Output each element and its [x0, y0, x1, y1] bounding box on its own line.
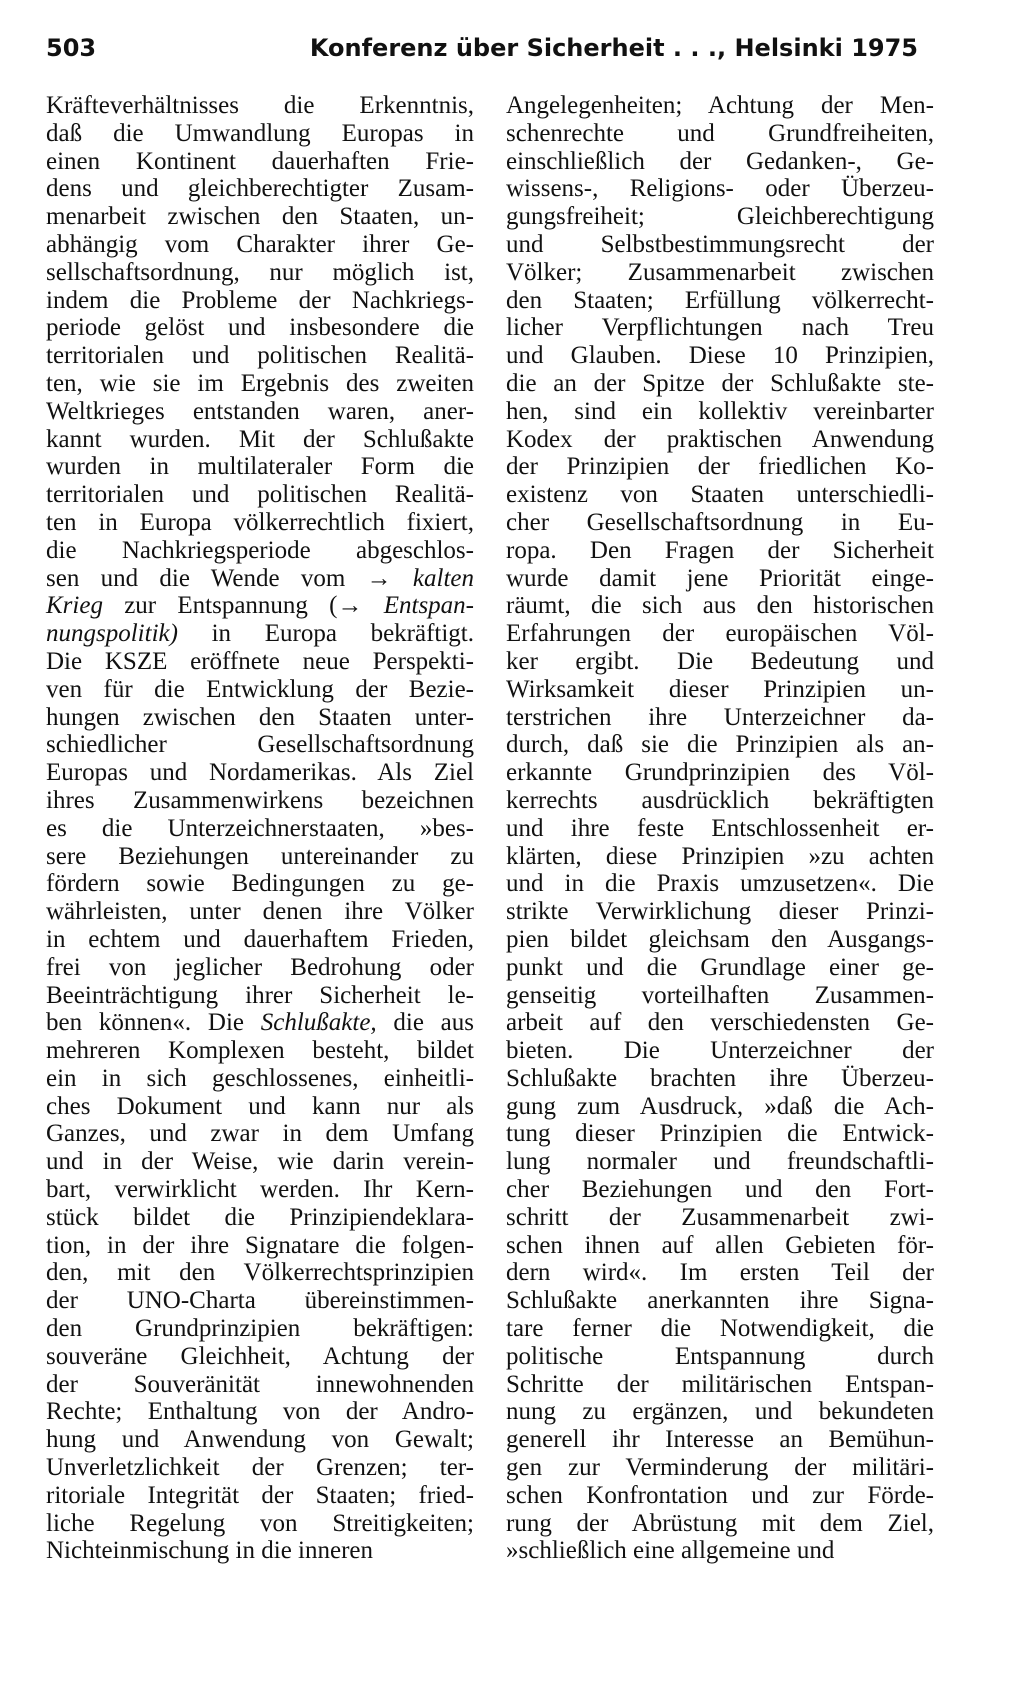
- text-line: [46, 620, 474, 648]
- line-text: und ihre feste Entschlossenheit er-: [506, 814, 934, 842]
- line-text: menarbeit zwischen den Staaten, un-: [46, 203, 474, 231]
- text-line: [506, 1510, 934, 1538]
- text-line: [46, 1204, 474, 1232]
- line-text: gung zum Ausdruck, »daß die Ach-: [506, 1092, 934, 1120]
- line-text: erkannte Grundprinzipien des Völ-: [506, 759, 934, 787]
- text-line: [506, 731, 934, 759]
- line-text: kerrechts ausdrücklich bekräftigten: [506, 786, 934, 814]
- line-text: Europas und Nordamerikas. Als Ziel: [46, 759, 474, 787]
- line-text: der Souveränität innewohnenden: [46, 1370, 474, 1398]
- line-text: gungsfreiheit; Gleichberechtigung: [506, 203, 934, 231]
- text-line: [506, 982, 934, 1010]
- text-line: [46, 287, 474, 315]
- text-line: [506, 565, 934, 593]
- text-line: [46, 314, 474, 342]
- line-text: Nichteinmischung in die inneren: [46, 1537, 374, 1565]
- text-line: [46, 1232, 474, 1260]
- text-line: [46, 954, 474, 982]
- text-line: [46, 1037, 474, 1065]
- line-text: durch, daß sie die Prinzipien als an-: [506, 731, 934, 759]
- line-text: wurden in multilateraler Form die: [46, 453, 474, 481]
- line-text: es die Unterzeichnerstaaten, »bes-: [46, 814, 474, 842]
- text-line: [506, 759, 934, 787]
- line-text: einschließlich der Gedanken-, Ge-: [506, 147, 934, 175]
- text-line: [506, 426, 934, 454]
- text-line: [506, 203, 934, 231]
- text-line: [506, 1482, 934, 1510]
- line-text: pien bildet gleichsam den Ausgangs-: [506, 925, 934, 953]
- line-text: fördern sowie Bedingungen zu ge-: [46, 870, 474, 898]
- text-line: [506, 704, 934, 732]
- line-text: Kräfteverhältnisses die Erkenntnis,: [46, 92, 474, 119]
- text-line: [46, 398, 474, 426]
- text-line: [506, 1037, 934, 1065]
- text-line: [506, 342, 934, 370]
- line-text: gen zur Verminderung der militäri-: [506, 1454, 934, 1482]
- text-line: [46, 92, 474, 120]
- line-text: genseitig vorteilhaften Zusammen-: [506, 981, 934, 1009]
- text-line: [506, 453, 934, 481]
- text-line: [506, 1009, 934, 1037]
- line-text: räumt, die sich aus den historischen: [506, 592, 934, 620]
- text-line: [46, 342, 474, 370]
- text-line: [46, 120, 474, 148]
- text-line: [506, 1204, 934, 1232]
- text-line: [46, 426, 474, 454]
- line-text: abhängig vom Charakter ihrer Ge-: [46, 230, 474, 258]
- line-text: Rechte; Enthaltung von der Andro-: [46, 1398, 474, 1426]
- line-text: Weltkrieges entstanden waren, aner-: [46, 397, 474, 425]
- text-line: [46, 815, 474, 843]
- text-line: [46, 1065, 474, 1093]
- text-line: [46, 843, 474, 871]
- line-text: liche Regelung von Streitigkeiten;: [46, 1509, 474, 1537]
- line-text: kannt wurden. Mit der Schlußakte: [46, 425, 474, 453]
- text-line: [46, 537, 474, 565]
- text-line: [506, 175, 934, 203]
- line-text: klärten, diese Prinzipien »zu achten: [506, 842, 934, 870]
- text-line: [46, 231, 474, 259]
- text-line: [506, 398, 934, 426]
- text-line: [506, 231, 934, 259]
- text-line: [46, 1315, 474, 1343]
- text-line: [46, 453, 474, 481]
- line-text: den Grundprinzipien bekräftigen:: [46, 1315, 474, 1343]
- line-text: tare ferner die Notwendigkeit, die: [506, 1315, 934, 1343]
- line-text: schen Konfrontation und zur Förde-: [506, 1481, 934, 1509]
- page-number: 503: [46, 34, 97, 62]
- text-line: [46, 1148, 474, 1176]
- line-text: währleisten, unter denen ihre Völker: [46, 898, 474, 926]
- text-line: [506, 1343, 934, 1371]
- line-text: stück bildet die Prinzipiendeklara-: [46, 1203, 474, 1231]
- text-line: [46, 1371, 474, 1399]
- line-text: Schlußakte brachten ihre Überzeu-: [506, 1064, 934, 1092]
- text-line: [506, 620, 934, 648]
- text-line: [506, 1093, 934, 1121]
- text-line: [506, 120, 934, 148]
- line-text: cher Beziehungen und den Fort-: [506, 1176, 934, 1204]
- line-text: territorialen und politischen Realitä-: [46, 342, 474, 370]
- line-text: ben können«. Die: [46, 1009, 244, 1037]
- text-line: [46, 1176, 474, 1204]
- text-line: [46, 787, 474, 815]
- text-line: [506, 287, 934, 315]
- text-line: [46, 1009, 474, 1037]
- line-text: schenrechte und Grundfreiheiten,: [506, 119, 934, 147]
- line-text: die Nachkriegsperiode abgeschlos-: [46, 536, 474, 564]
- text-line: [506, 1426, 934, 1454]
- text-line: [506, 1398, 934, 1426]
- text-line: [46, 704, 474, 732]
- text-line: [46, 982, 474, 1010]
- line-text: tion, in der ihre Signatare die folgen-: [46, 1231, 474, 1259]
- text-line: [46, 370, 474, 398]
- line-text: ten in Europa völkerrechtlich fixiert,: [46, 508, 474, 536]
- line-text: arbeit auf den verschiedensten Ge-: [506, 1009, 934, 1037]
- line-text: Völker; Zusammenarbeit zwischen: [506, 258, 934, 286]
- line-text: ritoriale Integrität der Staaten; fried-: [46, 1481, 474, 1509]
- text-line: [506, 815, 934, 843]
- line-text: schiedlicher Gesellschaftsordnung: [46, 731, 474, 759]
- text-line: [506, 1371, 934, 1399]
- text-line: [46, 1482, 474, 1510]
- text-line: [46, 676, 474, 704]
- text-line: [506, 1315, 934, 1343]
- line-text: und Selbstbestimmungsrecht der: [506, 230, 934, 258]
- line-text: die an der Spitze der Schlußakte ste-: [506, 369, 934, 397]
- line-text: ven für die Entwicklung der Bezie-: [46, 675, 474, 703]
- line-text: Beeinträchtigung ihrer Sicherheit le-: [46, 981, 474, 1009]
- text-line: [46, 1259, 474, 1287]
- text-line: [46, 1093, 474, 1121]
- text-line: [46, 870, 474, 898]
- line-text: Schritte der militärischen Entspan-: [506, 1370, 934, 1398]
- line-text: den Staaten; Erfüllung völkerrecht-: [506, 286, 934, 314]
- line-text: nung zu ergänzen, und bekundeten: [506, 1398, 934, 1426]
- line-text: Kodex der praktischen Anwendung: [506, 425, 934, 453]
- line-text: bieten. Die Unterzeichner der: [506, 1037, 934, 1065]
- text-line: [506, 92, 934, 120]
- line-text: die aus: [393, 1009, 475, 1037]
- line-text: hungen zwischen den Staaten unter-: [46, 703, 474, 731]
- line-text: lung normaler und freundschaftli-: [506, 1148, 934, 1176]
- italic-term: Schlußakte,: [260, 1009, 377, 1037]
- line-text: Die KSZE eröffnete neue Perspekti-: [46, 647, 474, 675]
- text-line: [506, 259, 934, 287]
- line-text: licher Verpflichtungen nach Treu: [506, 314, 934, 342]
- line-text: existenz von Staaten unterschiedli-: [506, 481, 934, 509]
- line-text: ein in sich geschlossenes, einheitli-: [46, 1064, 474, 1092]
- text-line: [506, 954, 934, 982]
- line-text: politische Entspannung durch: [506, 1342, 934, 1370]
- text-line: [506, 926, 934, 954]
- line-text: »schließlich eine allgemeine und: [506, 1537, 835, 1565]
- line-text: sen und die Wende vom →: [46, 564, 392, 592]
- line-text: ihres Zusammenwirkens bezeichnen: [46, 786, 474, 814]
- text-line: [46, 481, 474, 509]
- line-text: Ganzes, und zwar in dem Umfang: [46, 1120, 474, 1148]
- text-line: [506, 509, 934, 537]
- line-text: Schlußakte anerkannten ihre Signa-: [506, 1287, 934, 1315]
- running-title: Konferenz über Sicherheit . . ., Helsinki 1975: [309, 34, 918, 62]
- line-text: und in die Praxis umzusetzen«. Die: [506, 870, 934, 898]
- line-text: sere Beziehungen untereinander zu: [46, 842, 474, 870]
- line-text: wurde damit jene Priorität einge-: [506, 564, 934, 592]
- line-text: Angelegenheiten; Achtung der Men-: [506, 92, 934, 119]
- text-line: [506, 676, 934, 704]
- text-line: [506, 870, 934, 898]
- text-line: [46, 1120, 474, 1148]
- line-text: Unverletzlichkeit der Grenzen; ter-: [46, 1454, 474, 1482]
- text-line: [46, 1510, 474, 1538]
- line-text: daß die Umwandlung Europas in: [46, 119, 474, 147]
- line-text: und in der Weise, wie darin verein-: [46, 1148, 474, 1176]
- line-text: cher Gesellschaftsordnung in Eu-: [506, 508, 934, 536]
- line-text: Erfahrungen der europäischen Völ-: [506, 620, 934, 648]
- text-line: [506, 592, 934, 620]
- line-text: strikte Verwirklichung dieser Prinzi-: [506, 898, 934, 926]
- line-text: schritt der Zusammenarbeit zwi-: [506, 1203, 934, 1231]
- text-line: [46, 259, 474, 287]
- text-line: [506, 1287, 934, 1315]
- line-text: punkt und die Grundlage einer ge-: [506, 953, 934, 981]
- text-line: [46, 1454, 474, 1482]
- line-text: generell ihr Interesse an Bemühun-: [506, 1426, 934, 1454]
- text-line: [506, 1537, 934, 1565]
- text-line: [46, 509, 474, 537]
- line-text: wissens-, Religions- oder Überzeu-: [506, 175, 934, 203]
- line-text: einen Kontinent dauerhaften Frie-: [46, 147, 474, 175]
- text-line: [46, 148, 474, 176]
- text-line: [46, 1537, 474, 1565]
- text-line: [506, 314, 934, 342]
- text-line: [46, 648, 474, 676]
- text-line: [506, 1232, 934, 1260]
- italic-term: kalten: [412, 564, 474, 592]
- text-line: [506, 370, 934, 398]
- text-line: [506, 787, 934, 815]
- text-line: [46, 1426, 474, 1454]
- line-text: zur Entspannung (→: [124, 592, 363, 620]
- right-text-column: [506, 92, 934, 1565]
- text-line: [46, 898, 474, 926]
- text-line: [46, 175, 474, 203]
- italic-term: Entspan-: [383, 592, 475, 620]
- text-line: [46, 565, 474, 593]
- line-text: der Prinzipien der friedlichen Ko-: [506, 453, 934, 481]
- line-text: bart, verwirklicht werden. Ihr Kern-: [46, 1176, 474, 1204]
- line-text: schen ihnen auf allen Gebieten för-: [506, 1231, 934, 1259]
- text-line: [506, 1259, 934, 1287]
- line-text: dens und gleichberechtigter Zusam-: [46, 175, 474, 203]
- text-line: [506, 1454, 934, 1482]
- text-line: [506, 1148, 934, 1176]
- line-text: Wirksamkeit dieser Prinzipien un-: [506, 675, 934, 703]
- text-line: [506, 898, 934, 926]
- line-text: der UNO-Charta übereinstimmen-: [46, 1287, 474, 1315]
- line-text: in echtem und dauerhaftem Frieden,: [46, 925, 474, 953]
- line-text: ker ergibt. Die Bedeutung und: [506, 647, 934, 675]
- line-text: mehreren Komplexen besteht, bildet: [46, 1037, 474, 1065]
- text-line: [506, 1065, 934, 1093]
- line-text: den, mit den Völkerrechtsprinzipien: [46, 1259, 474, 1287]
- line-text: in Europa bekräftigt.: [211, 620, 475, 648]
- text-line: [46, 1343, 474, 1371]
- italic-term: Krieg: [46, 592, 103, 620]
- left-text-column: [46, 92, 474, 1565]
- text-line: [46, 759, 474, 787]
- line-text: hen, sind ein kollektiv vereinbarter: [506, 397, 934, 425]
- text-line: [46, 592, 474, 620]
- running-header: [46, 34, 918, 74]
- text-line: [46, 926, 474, 954]
- text-line: [506, 648, 934, 676]
- text-line: [506, 481, 934, 509]
- text-line: [46, 1398, 474, 1426]
- text-line: [506, 537, 934, 565]
- line-text: territorialen und politischen Realitä-: [46, 481, 474, 509]
- line-text: und Glauben. Diese 10 Prinzipien,: [506, 342, 934, 370]
- text-line: [46, 1287, 474, 1315]
- line-text: indem die Probleme der Nachkriegs-: [46, 286, 474, 314]
- text-line: [506, 148, 934, 176]
- line-text: ropa. Den Fragen der Sicherheit: [506, 536, 934, 564]
- text-line: [506, 843, 934, 871]
- line-text: terstrichen ihre Unterzeichner da-: [506, 703, 934, 731]
- line-text: ches Dokument und kann nur als: [46, 1092, 474, 1120]
- line-text: tung dieser Prinzipien die Entwick-: [506, 1120, 934, 1148]
- line-text: sellschaftsordnung, nur möglich ist,: [46, 258, 474, 286]
- italic-term: nungspolitik): [46, 620, 178, 648]
- text-line: [506, 1120, 934, 1148]
- line-text: dern wird«. Im ersten Teil der: [506, 1259, 934, 1287]
- line-text: frei von jeglicher Bedrohung oder: [46, 953, 474, 981]
- line-text: periode gelöst und insbesondere die: [46, 314, 474, 342]
- line-text: rung der Abrüstung mit dem Ziel,: [506, 1509, 934, 1537]
- line-text: souveräne Gleichheit, Achtung der: [46, 1342, 474, 1370]
- text-line: [46, 731, 474, 759]
- line-text: hung und Anwendung von Gewalt;: [46, 1426, 474, 1454]
- line-text: ten, wie sie im Ergebnis des zweiten: [46, 369, 474, 397]
- text-line: [506, 1176, 934, 1204]
- text-line: [46, 203, 474, 231]
